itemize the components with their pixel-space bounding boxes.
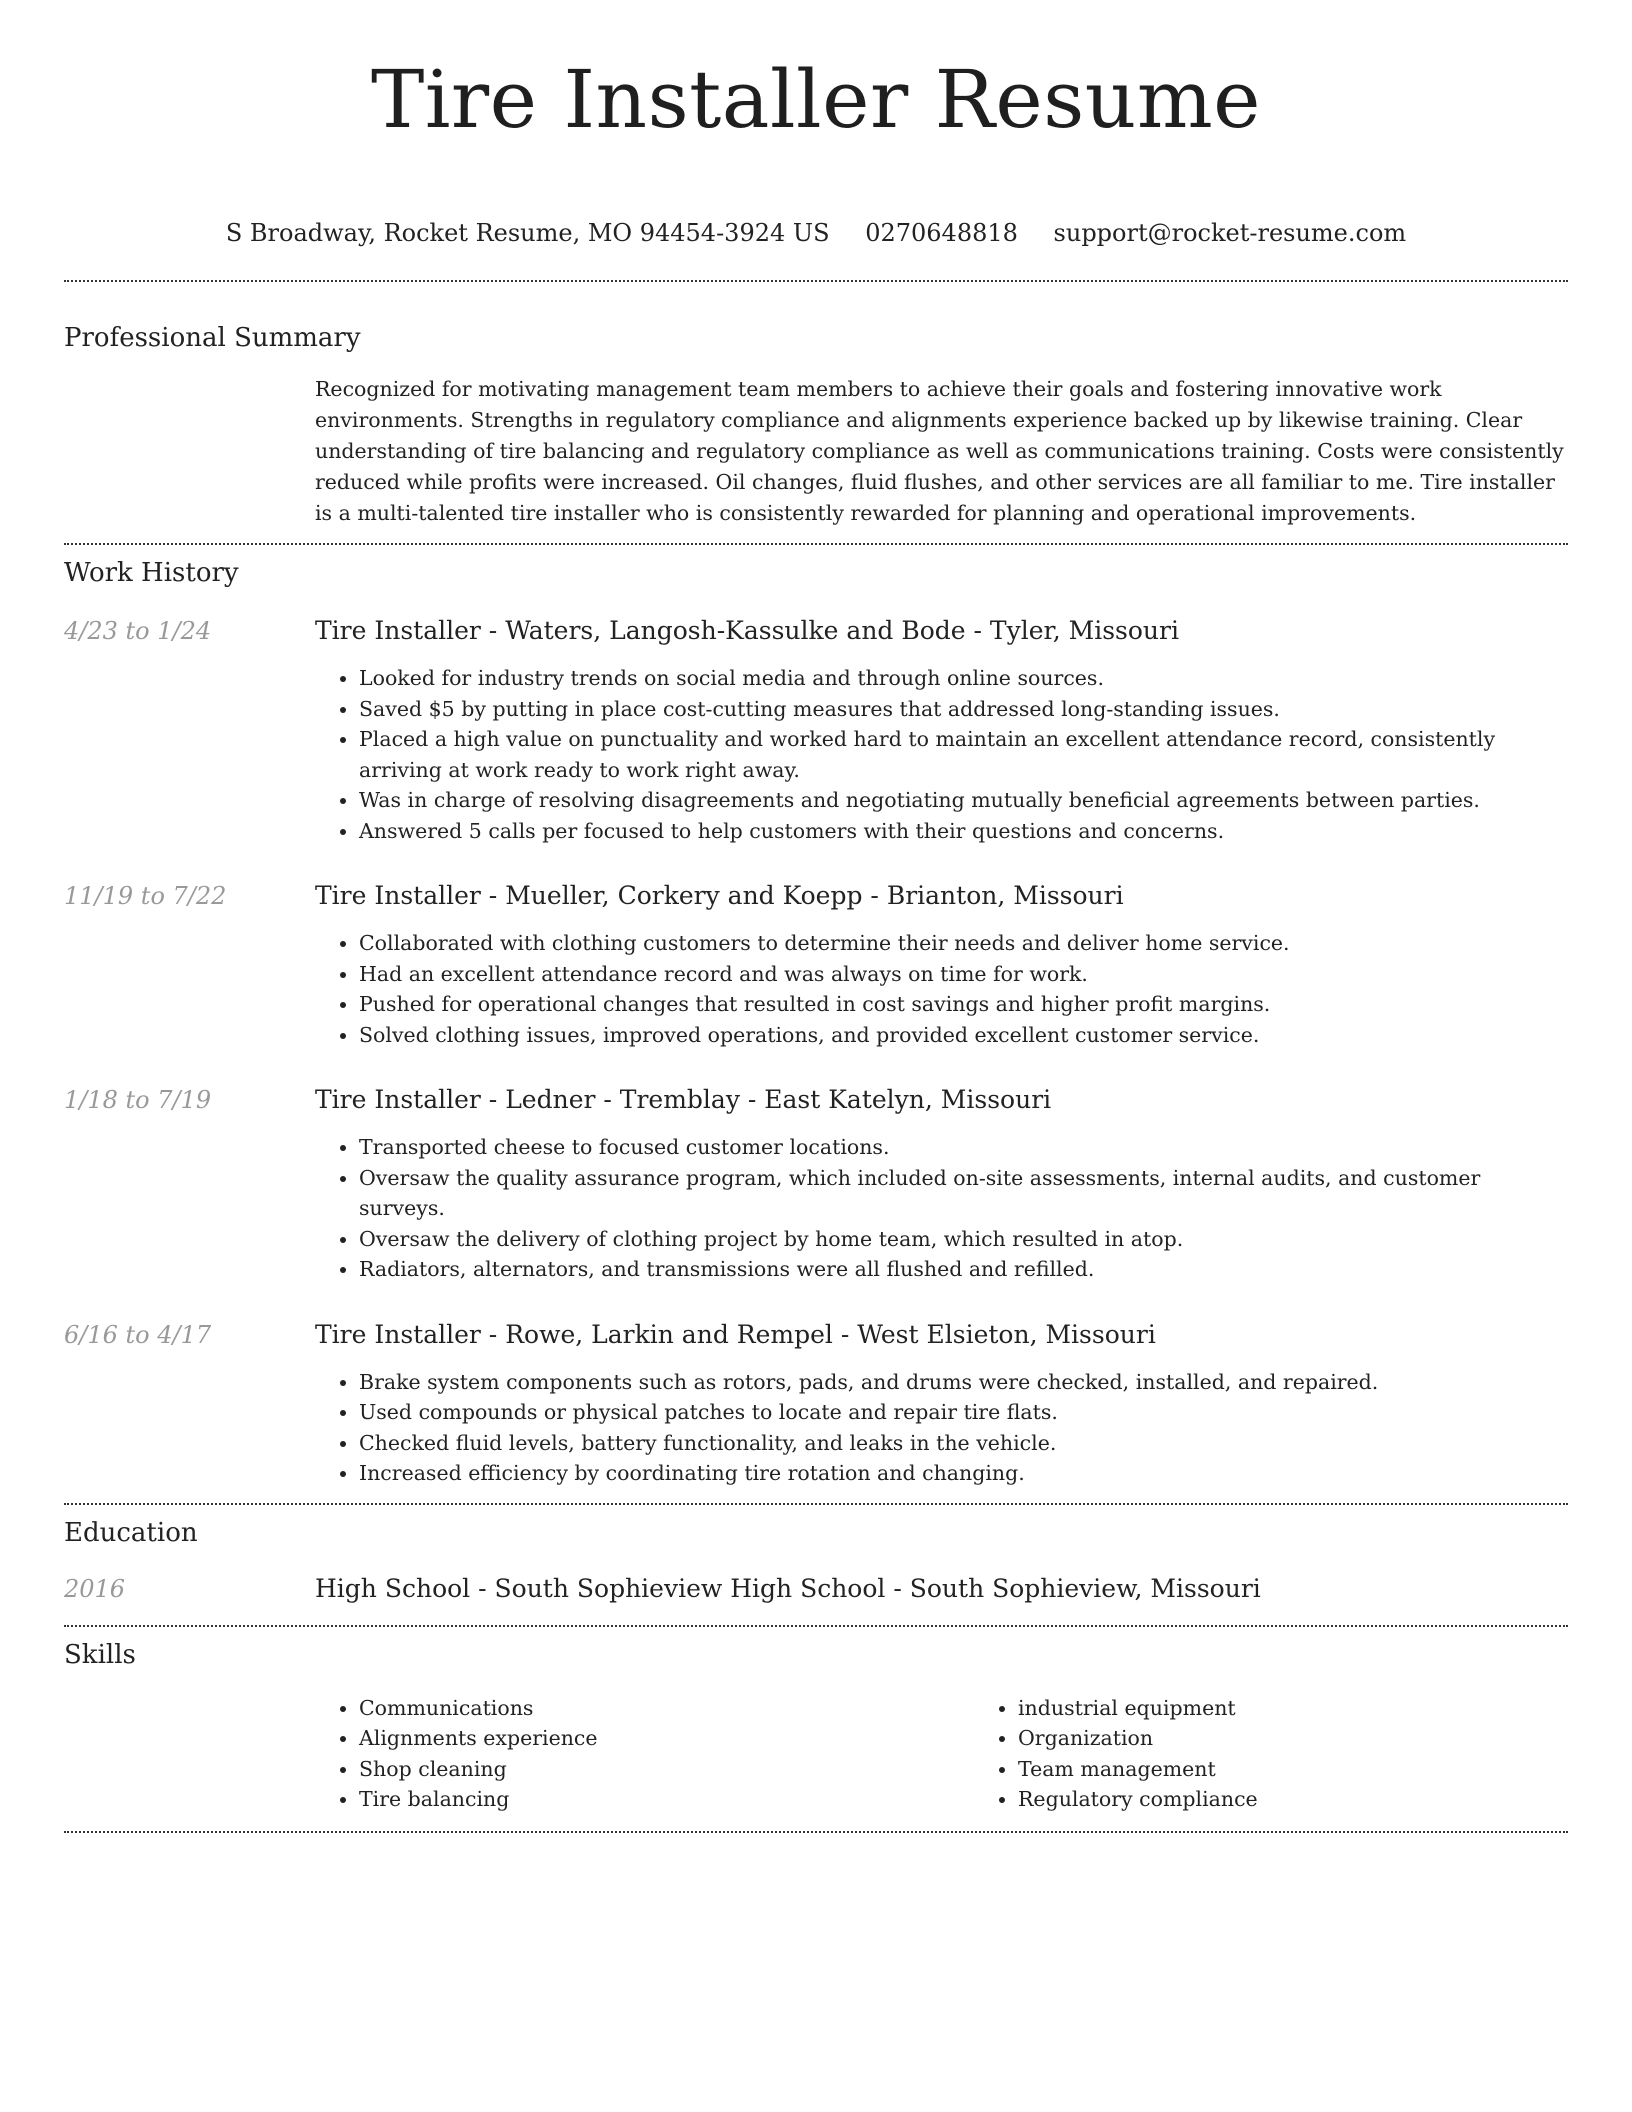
divider <box>64 1625 1568 1627</box>
skill-item: • Alignments experience <box>359 1723 974 1754</box>
list-item: • Pushed for operational changes that resulted in cost savings and higher profit margins. <box>359 989 1568 1020</box>
contact-line <box>64 218 1568 248</box>
skill-item: • Shop cleaning <box>359 1754 974 1785</box>
list-item: • Used compounds or physical patches to locate and repair tire flats. <box>359 1397 1568 1428</box>
list-item: • Answered 5 calls per focused to help customers with their questions and concerns. <box>359 816 1568 847</box>
job-dates: 4/23 to 1/24 <box>64 617 212 645</box>
list-item: • Placed a high value on punctuality and worked hard to maintain an excellent attendance record, consistently arriving at work ready to work right away. <box>359 724 1568 785</box>
job-title: Tire Installer - Mueller, Corkery and Koepp - Brianton, Missouri <box>315 881 1124 910</box>
list-item: • Oversaw the quality assurance program, which included on-site assessments, internal audits, and customer surveys. <box>359 1163 1568 1224</box>
list-item: • Was in charge of resolving disagreements and negotiating mutually beneficial agreements between parties. <box>359 785 1568 816</box>
divider <box>64 1831 1568 1833</box>
contact-email: support@rocket-resume.com <box>1053 219 1407 247</box>
divider <box>64 1503 1568 1505</box>
education-year: 2016 <box>64 1574 126 1603</box>
summary-section <box>64 374 1568 529</box>
skill-item: • Team management <box>1018 1754 1632 1785</box>
skills-heading: Skills <box>64 1639 136 1670</box>
job-entry <box>64 615 1568 846</box>
skills-column-right <box>974 1693 1632 1815</box>
divider <box>64 543 1568 545</box>
job-bullets <box>315 663 1568 846</box>
list-item: • Saved $5 by putting in place cost-cutting measures that addressed long-standing issues. <box>359 694 1568 725</box>
job-entry <box>64 1319 1568 1489</box>
job-dates: 11/19 to 7/22 <box>64 882 227 910</box>
education-heading: Education <box>64 1517 198 1548</box>
resume-title: Tire Installer Resume <box>370 53 1262 146</box>
skills-list <box>315 1693 1632 1815</box>
job-title: Tire Installer - Waters, Langosh-Kassulke and Bode - Tyler, Missouri <box>315 616 1179 645</box>
job-entry <box>64 1084 1568 1285</box>
skill-item: • Organization <box>1018 1723 1632 1754</box>
job-bullets <box>315 928 1568 1050</box>
list-item: • Oversaw the delivery of clothing project by home team, which resulted in atop. <box>359 1224 1568 1255</box>
list-item: • Solved clothing issues, improved operations, and provided excellent customer service. <box>359 1020 1568 1051</box>
summary-text: Recognized for motivating management team members to achieve their goals and fostering innovative work environments. Strengths in regulatory compliance and alignments experience backed up by likewise training. Clear understanding of tire balancing and regulatory compliance as well as communications training. Costs were consistently reduced while profits were increased. Oil changes, fluid flushes, and other services are all familiar to me. Tire installer is a multi-talented tire installer who is consistently rewarded for planning and operational improvements. <box>315 377 1564 525</box>
summary-heading: Professional Summary <box>64 323 361 353</box>
job-dates: 6/16 to 4/17 <box>64 1320 212 1349</box>
skills-column-left <box>315 1693 974 1815</box>
list-item: • Radiators, alternators, and transmissions were all flushed and refilled. <box>359 1254 1568 1285</box>
contact-address: S Broadway, Rocket Resume, MO 94454-3924 US <box>225 219 830 247</box>
work-history-heading: Work History <box>64 558 239 588</box>
skills-section <box>64 1693 1568 1815</box>
list-item: • Transported cheese to focused customer locations. <box>359 1132 1568 1163</box>
contact-phone: 0270648818 <box>865 219 1018 247</box>
list-item: • Brake system components such as rotors, pads, and drums were checked, installed, and repaired. <box>359 1367 1568 1398</box>
list-item: • Collaborated with clothing customers to determine their needs and deliver home service. <box>359 928 1568 959</box>
education-entry <box>64 1573 1568 1605</box>
skill-item: • Communications <box>359 1693 974 1724</box>
job-title: Tire Installer - Ledner - Tremblay - East Katelyn, Missouri <box>315 1085 1052 1114</box>
list-item: • Increased efficiency by coordinating tire rotation and changing. <box>359 1458 1568 1489</box>
list-item: • Had an excellent attendance record and was always on time for work. <box>359 959 1568 990</box>
job-dates: 1/18 to 7/19 <box>64 1086 212 1114</box>
job-entry <box>64 880 1568 1050</box>
job-bullets <box>315 1367 1568 1489</box>
divider <box>64 280 1568 282</box>
job-title: Tire Installer - Rowe, Larkin and Rempel - West Elsieton, Missouri <box>315 1319 1156 1349</box>
skill-item: • Regulatory compliance <box>1018 1784 1632 1815</box>
education-text: High School - South Sophieview High School - South Sophieview, Missouri <box>315 1573 1261 1603</box>
job-bullets <box>315 1132 1568 1285</box>
skill-item: • Tire balancing <box>359 1784 974 1815</box>
list-item: • Looked for industry trends on social media and through online sources. <box>359 663 1568 694</box>
skill-item: • industrial equipment <box>1018 1693 1632 1724</box>
list-item: • Checked fluid levels, battery functionality, and leaks in the vehicle. <box>359 1428 1568 1459</box>
